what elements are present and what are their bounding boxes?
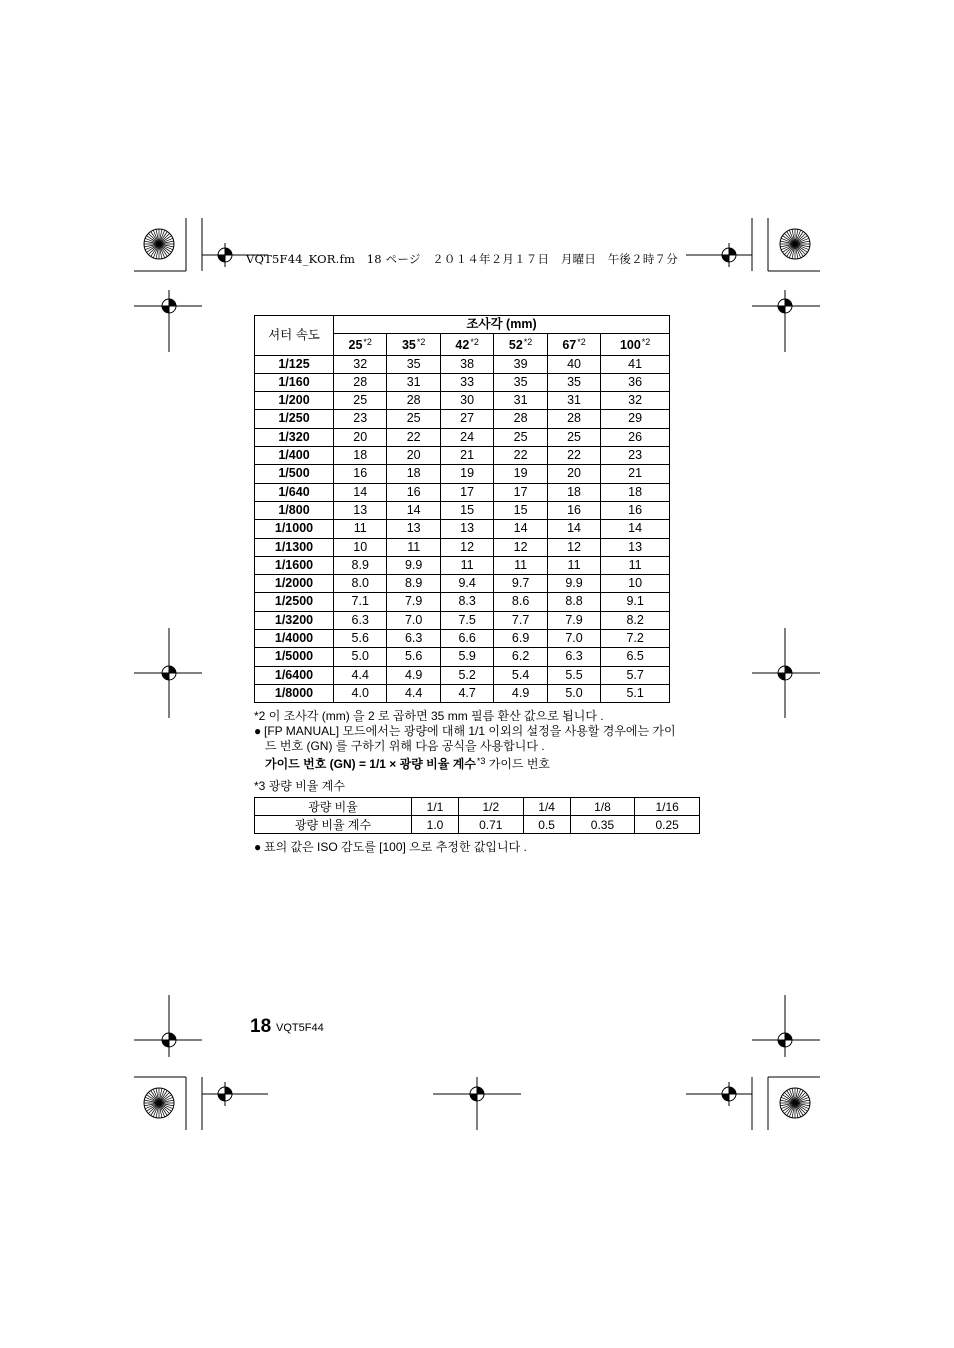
guide-number-cell: 12 (547, 538, 600, 556)
guide-number-cell: 18 (547, 483, 600, 501)
guide-number-cell: 7.0 (547, 630, 600, 648)
guide-number-cell: 22 (547, 447, 600, 465)
formula-bold: 가이드 번호 (GN) = 1/1 × 광량 비율 계수 (265, 757, 476, 771)
guide-number-cell: 14 (494, 520, 547, 538)
bullet-fp-manual-line1: [FP MANUAL] 모드에서는 광량에 대해 1/1 이외의 설정을 사용할 경우에는 가이 (264, 724, 676, 738)
guide-number-cell: 21 (440, 447, 493, 465)
group-label: 조사각 (mm) (334, 316, 670, 334)
guide-number-cell: 40 (547, 355, 600, 373)
shutter-speed-cell: 1/500 (255, 465, 334, 483)
zoom-value: 52 (508, 338, 523, 353)
guide-number-cell: 5.5 (547, 666, 600, 684)
guide-number-cell: 5.2 (440, 666, 493, 684)
shutter-speed-cell: 1/250 (255, 410, 334, 428)
guide-number-cell: 20 (334, 428, 387, 446)
zoom-value: 100 (619, 338, 641, 353)
guide-number-cell: 8.2 (601, 611, 670, 629)
bullet-icon: ● (254, 840, 262, 854)
footnote-3-title (254, 777, 345, 794)
guide-number-cell: 24 (440, 428, 493, 446)
guide-number-cell: 35 (547, 373, 600, 391)
guide-number-cell: 35 (387, 355, 440, 373)
footnote-2 (254, 709, 734, 724)
table-row (255, 392, 670, 410)
guide-number-cell: 17 (440, 483, 493, 501)
table-row (255, 538, 670, 556)
guide-number-table (254, 315, 670, 703)
zoom-footnote-mark: *2 (416, 337, 426, 348)
guide-number-cell: 11 (440, 556, 493, 574)
guide-number-cell: 41 (601, 355, 670, 373)
guide-number-cell: 8.9 (334, 556, 387, 574)
guide-number-cell: 9.9 (387, 556, 440, 574)
zoom-footnote-mark: *2 (523, 337, 533, 348)
guide-number-cell: 31 (494, 392, 547, 410)
table-row (255, 447, 670, 465)
guide-number-cell: 5.0 (547, 684, 600, 702)
guide-number-cell: 23 (601, 447, 670, 465)
ratio-cell: 1/8 (570, 798, 635, 816)
guide-number-cell: 18 (334, 447, 387, 465)
guide-number-cell: 7.2 (601, 630, 670, 648)
guide-number-cell: 25 (547, 428, 600, 446)
guide-number-cell: 15 (440, 501, 493, 519)
guide-number-cell: 5.7 (601, 666, 670, 684)
guide-number-cell: 13 (440, 520, 493, 538)
guide-number-cell: 39 (494, 355, 547, 373)
ratio-coefficient-cell: 1.0 (412, 816, 459, 834)
guide-number-cell: 5.1 (601, 684, 670, 702)
guide-number-cell: 4.4 (334, 666, 387, 684)
guide-number-cell: 14 (387, 501, 440, 519)
ratio-cell: 1/16 (635, 798, 700, 816)
shutter-speed-cell: 1/640 (255, 483, 334, 501)
guide-number-cell: 5.6 (334, 630, 387, 648)
guide-number-cell: 28 (494, 410, 547, 428)
guide-number-cell: 9.7 (494, 575, 547, 593)
guide-number-cell: 6.3 (334, 611, 387, 629)
guide-number-cell: 14 (334, 483, 387, 501)
table-row (255, 648, 670, 666)
table-row (255, 684, 670, 702)
guide-number-cell: 5.6 (387, 648, 440, 666)
guide-number-cell: 11 (387, 538, 440, 556)
guide-number-cell: 12 (440, 538, 493, 556)
guide-number-cell: 4.9 (387, 666, 440, 684)
guide-number-cell: 15 (494, 501, 547, 519)
zoom-value: 67 (562, 338, 577, 353)
zoom-header-cell (387, 334, 440, 355)
shutter-speed-cell: 1/800 (255, 501, 334, 519)
table-row (255, 428, 670, 446)
guide-number-cell: 16 (601, 501, 670, 519)
ratio-cell: 1/1 (412, 798, 459, 816)
gn-header-row-1 (255, 316, 670, 334)
guide-number-cell: 6.6 (440, 630, 493, 648)
ratio-coefficient-cell: 0.71 (458, 816, 523, 834)
guide-number-cell: 25 (334, 392, 387, 410)
notes-block (254, 709, 734, 772)
footnote-3-text: 광량 비율 계수 (268, 779, 345, 793)
shutter-speed-cell: 1/1000 (255, 520, 334, 538)
guide-number-cell: 25 (494, 428, 547, 446)
ratio-coefficient-cell: 0.25 (635, 816, 700, 834)
shutter-speed-cell: 1/8000 (255, 684, 334, 702)
ratio-cell: 1/2 (458, 798, 523, 816)
shutter-speed-cell: 1/5000 (255, 648, 334, 666)
guide-number-cell: 14 (547, 520, 600, 538)
guide-number-cell: 5.9 (440, 648, 493, 666)
guide-number-cell: 20 (387, 447, 440, 465)
footnote-2-text: 이 조사각 (mm) 을 2 로 곱하면 35 mm 필름 환산 값으로 됩니다 . (268, 709, 604, 723)
shutter-speed-cell: 1/320 (255, 428, 334, 446)
guide-number-cell: 18 (387, 465, 440, 483)
gn-table-body (255, 355, 670, 703)
guide-number-cell: 26 (601, 428, 670, 446)
guide-number-cell: 4.7 (440, 684, 493, 702)
bullet-fp-manual-line2: 드 번호 (GN) 를 구하기 위해 다음 공식을 사용합니다 . (265, 739, 545, 753)
zoom-header-cell (494, 334, 547, 355)
guide-number-cell: 8.3 (440, 593, 493, 611)
zoom-value: 35 (401, 338, 416, 353)
guide-number-cell: 22 (387, 428, 440, 446)
guide-number-cell: 22 (494, 447, 547, 465)
guide-number-cell: 38 (440, 355, 493, 373)
guide-number-cell: 28 (387, 392, 440, 410)
table-row (255, 483, 670, 501)
guide-number-cell: 35 (494, 373, 547, 391)
shutter-speed-cell: 1/2500 (255, 593, 334, 611)
shutter-speed-cell: 1/160 (255, 373, 334, 391)
guide-number-cell: 9.9 (547, 575, 600, 593)
guide-number-cell: 20 (547, 465, 600, 483)
guide-number-cell: 29 (601, 410, 670, 428)
guide-number-cell: 32 (601, 392, 670, 410)
guide-number-cell: 23 (334, 410, 387, 428)
guide-number-cell: 27 (440, 410, 493, 428)
table-row (255, 556, 670, 574)
guide-number-cell: 16 (387, 483, 440, 501)
guide-number-cell: 5.4 (494, 666, 547, 684)
guide-number-cell: 36 (601, 373, 670, 391)
footnote-2-mark: *2 (254, 709, 266, 723)
shutter-speed-cell: 1/200 (255, 392, 334, 410)
shutter-speed-cell: 1/125 (255, 355, 334, 373)
formula-tail: 가이드 번호 (488, 757, 551, 771)
footnote-3-mark: *3 (254, 779, 266, 793)
shutter-speed-cell: 1/4000 (255, 630, 334, 648)
table-row (255, 520, 670, 538)
guide-number-cell: 8.6 (494, 593, 547, 611)
zoom-header-cell (601, 334, 670, 355)
guide-number-cell: 18 (601, 483, 670, 501)
guide-number-cell: 8.8 (547, 593, 600, 611)
guide-number-cell: 16 (334, 465, 387, 483)
guide-number-cell: 7.0 (387, 611, 440, 629)
ratio-cell: 1/4 (523, 798, 570, 816)
table-row (255, 575, 670, 593)
guide-number-cell: 9.1 (601, 593, 670, 611)
ratio-row-label: 광량 비율 (255, 798, 412, 816)
zoom-header-cell (547, 334, 600, 355)
table-row (255, 410, 670, 428)
formula-line (254, 754, 734, 772)
guide-number-cell: 7.5 (440, 611, 493, 629)
guide-number-cell: 6.2 (494, 648, 547, 666)
guide-number-cell: 21 (601, 465, 670, 483)
guide-number-cell: 13 (601, 538, 670, 556)
guide-number-cell: 5.0 (334, 648, 387, 666)
formula-footnote-mark: *3 (476, 756, 486, 766)
guide-number-cell: 33 (440, 373, 493, 391)
guide-number-cell: 6.3 (387, 630, 440, 648)
guide-number-cell: 13 (334, 501, 387, 519)
ratio-coefficient-row (255, 816, 700, 834)
guide-number-cell: 19 (494, 465, 547, 483)
table-row (255, 611, 670, 629)
model-code: VQT5F44 (276, 1022, 324, 1034)
guide-number-cell: 30 (440, 392, 493, 410)
zoom-value: 42 (455, 338, 470, 353)
zoom-footnote-mark: *2 (577, 337, 586, 348)
table-row (255, 593, 670, 611)
print-header: VQT5F44_KOR.fm 18 ページ ２０１４年２月１７日 月曜日 午後２時７分 (246, 252, 678, 266)
corner-label: 셔터 속도 (255, 316, 334, 356)
guide-number-cell: 11 (601, 556, 670, 574)
shutter-speed-cell: 1/3200 (255, 611, 334, 629)
guide-number-cell: 7.9 (387, 593, 440, 611)
guide-number-cell: 17 (494, 483, 547, 501)
light-ratio-table (254, 797, 700, 834)
table-row (255, 373, 670, 391)
guide-number-cell: 19 (440, 465, 493, 483)
guide-number-cell: 10 (601, 575, 670, 593)
guide-number-cell: 12 (494, 538, 547, 556)
shutter-speed-cell: 1/400 (255, 447, 334, 465)
guide-number-cell: 32 (334, 355, 387, 373)
guide-number-cell: 6.9 (494, 630, 547, 648)
table-row (255, 630, 670, 648)
ratio-coefficient-cell: 0.5 (523, 816, 570, 834)
iso-note (254, 838, 527, 855)
guide-number-cell: 14 (601, 520, 670, 538)
guide-number-cell: 31 (387, 373, 440, 391)
shutter-speed-cell: 1/1600 (255, 556, 334, 574)
guide-number-cell: 16 (547, 501, 600, 519)
zoom-value: 25 (348, 338, 363, 353)
zoom-header-cell (440, 334, 493, 355)
table-row (255, 666, 670, 684)
guide-number-cell: 6.3 (547, 648, 600, 666)
shutter-speed-cell: 1/1300 (255, 538, 334, 556)
guide-number-cell: 11 (334, 520, 387, 538)
guide-number-cell: 4.9 (494, 684, 547, 702)
guide-number-cell: 28 (334, 373, 387, 391)
shutter-speed-cell: 1/6400 (255, 666, 334, 684)
guide-number-cell: 7.7 (494, 611, 547, 629)
table-row (255, 465, 670, 483)
bullet-fp-manual (254, 724, 734, 739)
zoom-footnote-mark: *2 (363, 337, 372, 348)
guide-number-cell: 8.9 (387, 575, 440, 593)
guide-number-cell: 7.9 (547, 611, 600, 629)
guide-number-cell: 13 (387, 520, 440, 538)
ratio-row (255, 798, 700, 816)
ratio-coefficient-label: 광량 비율 계수 (255, 816, 412, 834)
table-row (255, 355, 670, 373)
guide-number-cell: 28 (547, 410, 600, 428)
guide-number-cell: 6.5 (601, 648, 670, 666)
guide-number-cell: 4.0 (334, 684, 387, 702)
page-number: 18 (250, 1016, 272, 1037)
guide-number-cell: 25 (387, 410, 440, 428)
iso-note-text: 표의 값은 ISO 감도를 [100] 으로 추정한 값입니다 . (264, 840, 527, 854)
guide-number-cell: 11 (547, 556, 600, 574)
guide-number-cell: 11 (494, 556, 547, 574)
guide-number-cell: 9.4 (440, 575, 493, 593)
guide-number-cell: 10 (334, 538, 387, 556)
guide-number-cell: 7.1 (334, 593, 387, 611)
table-row (255, 501, 670, 519)
guide-number-cell: 8.0 (334, 575, 387, 593)
bullet-icon: ● (254, 724, 262, 738)
shutter-speed-cell: 1/2000 (255, 575, 334, 593)
zoom-footnote-mark: *2 (641, 337, 651, 348)
guide-number-cell: 31 (547, 392, 600, 410)
zoom-header-cell (334, 334, 387, 355)
zoom-footnote-mark: *2 (470, 337, 479, 348)
bullet-fp-manual-cont (254, 739, 734, 754)
guide-number-cell: 4.4 (387, 684, 440, 702)
ratio-coefficient-cell: 0.35 (570, 816, 635, 834)
